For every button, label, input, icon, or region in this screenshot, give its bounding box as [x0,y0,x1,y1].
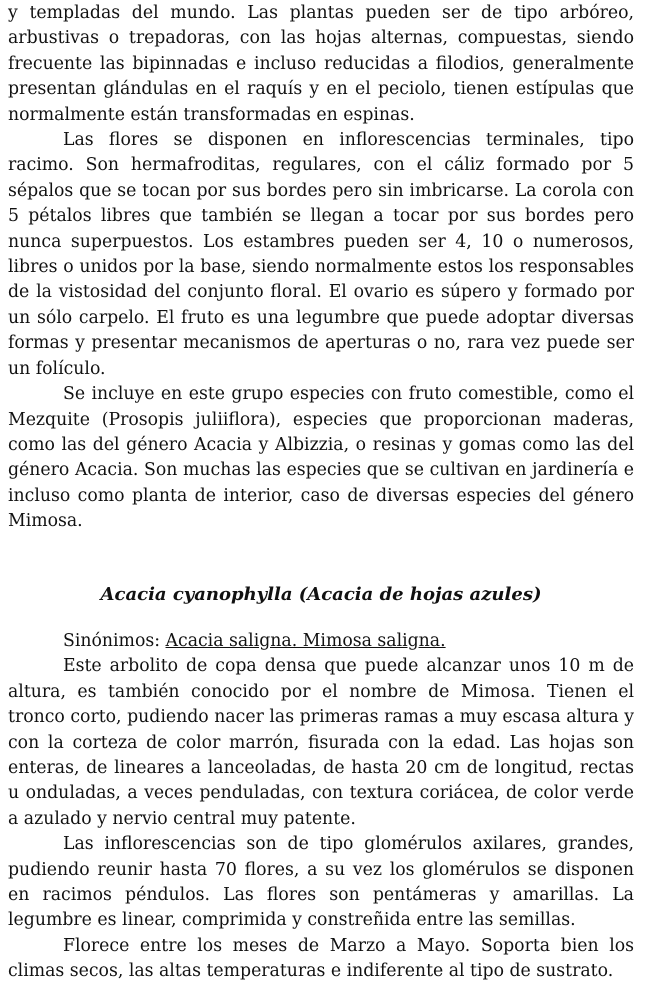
intro-paragraph-2: Las flores se disponen en inflorescencias terminales, tipo racimo. Son hermafroditas, regulares, con el cáliz formado por 5 sépalos que se tocan por sus bordes pero sin imbricarse. La corola con 5 pétalos libres que también se llegan a tocar por sus bordes pero nunca superpuestos. Los estambres pueden ser 4, 10 o numerosos, libres o unidos por la base, siendo normalmente estos los responsables de la vistosidad del conjunto floral. El ovario es súpero y formado por un sólo carpelo. El fruto es una legumbre que puede adoptar diversas formas y presentar mecanismos de aperturas o no, rara vez puede ser un folículo. [8,130,634,379]
species-heading: Acacia cyanophylla (Acacia de hojas azules) [100,583,542,605]
synonyms-line [8,629,634,654]
species-paragraph-1: Este arbolito de copa densa que puede alcanzar unos 10 m de altura, es también conocido por el nombre de Mimosa. Tienen el tronco corto, pudiendo nacer las primeras ramas a muy escasa altura y con la corteza de color marrón, fisurada con la edad. Las hojas son enteras, de lineares a lanceoladas, de hasta 20 cm de longitud, rectas u onduladas, a veces penduladas, con textura coriácea, de color verde a azulado y nervio central muy patente. [8,656,634,829]
species-paragraph-2: Las inflorescencias son de tipo glomérulos axilares, grandes, pudiendo reunir hasta 70 flores, a su vez los glomérulos se disponen en racimos péndulos. Las flores son pentámeras y amarillas. La legumbre es linear, comprimida y constreñida entre las semillas. [8,834,634,931]
species-paragraph-3: Florece entre los meses de Marzo a Mayo. Soporta bien los climas secos, las altas temperaturas e indiferente al tipo de sustrato. [8,935,634,982]
synonyms-value: Acacia saligna. Mimosa saligna. [165,630,446,651]
intro-paragraph-3: Se incluye en este grupo especies con fruto comestible, como el Mezquite (Prosopis juliiflora), especies que proporcionan maderas, como las del género Acacia y Albizzia, o resinas y gomas como las del género Acacia. Son muchas las especies que se cultivan en jardinería e incluso como planta de interior, caso de diversas especies del género Mimosa. [8,384,634,532]
synonyms-label: Sinónimos: [63,630,161,651]
intro-paragraph-1: y templadas del mundo. Las plantas pueden ser de tipo arbóreo, arbustivas o trepadoras, con las hojas alternas, compuestas, siendo frecuente las bipinnadas e incluso reducidas a filodios, generalmente presentan glándulas en el raquís y en el peciolo, tienen estípulas que normalmente están transformadas en espinas. [8,3,634,125]
section-spacer [8,535,634,582]
